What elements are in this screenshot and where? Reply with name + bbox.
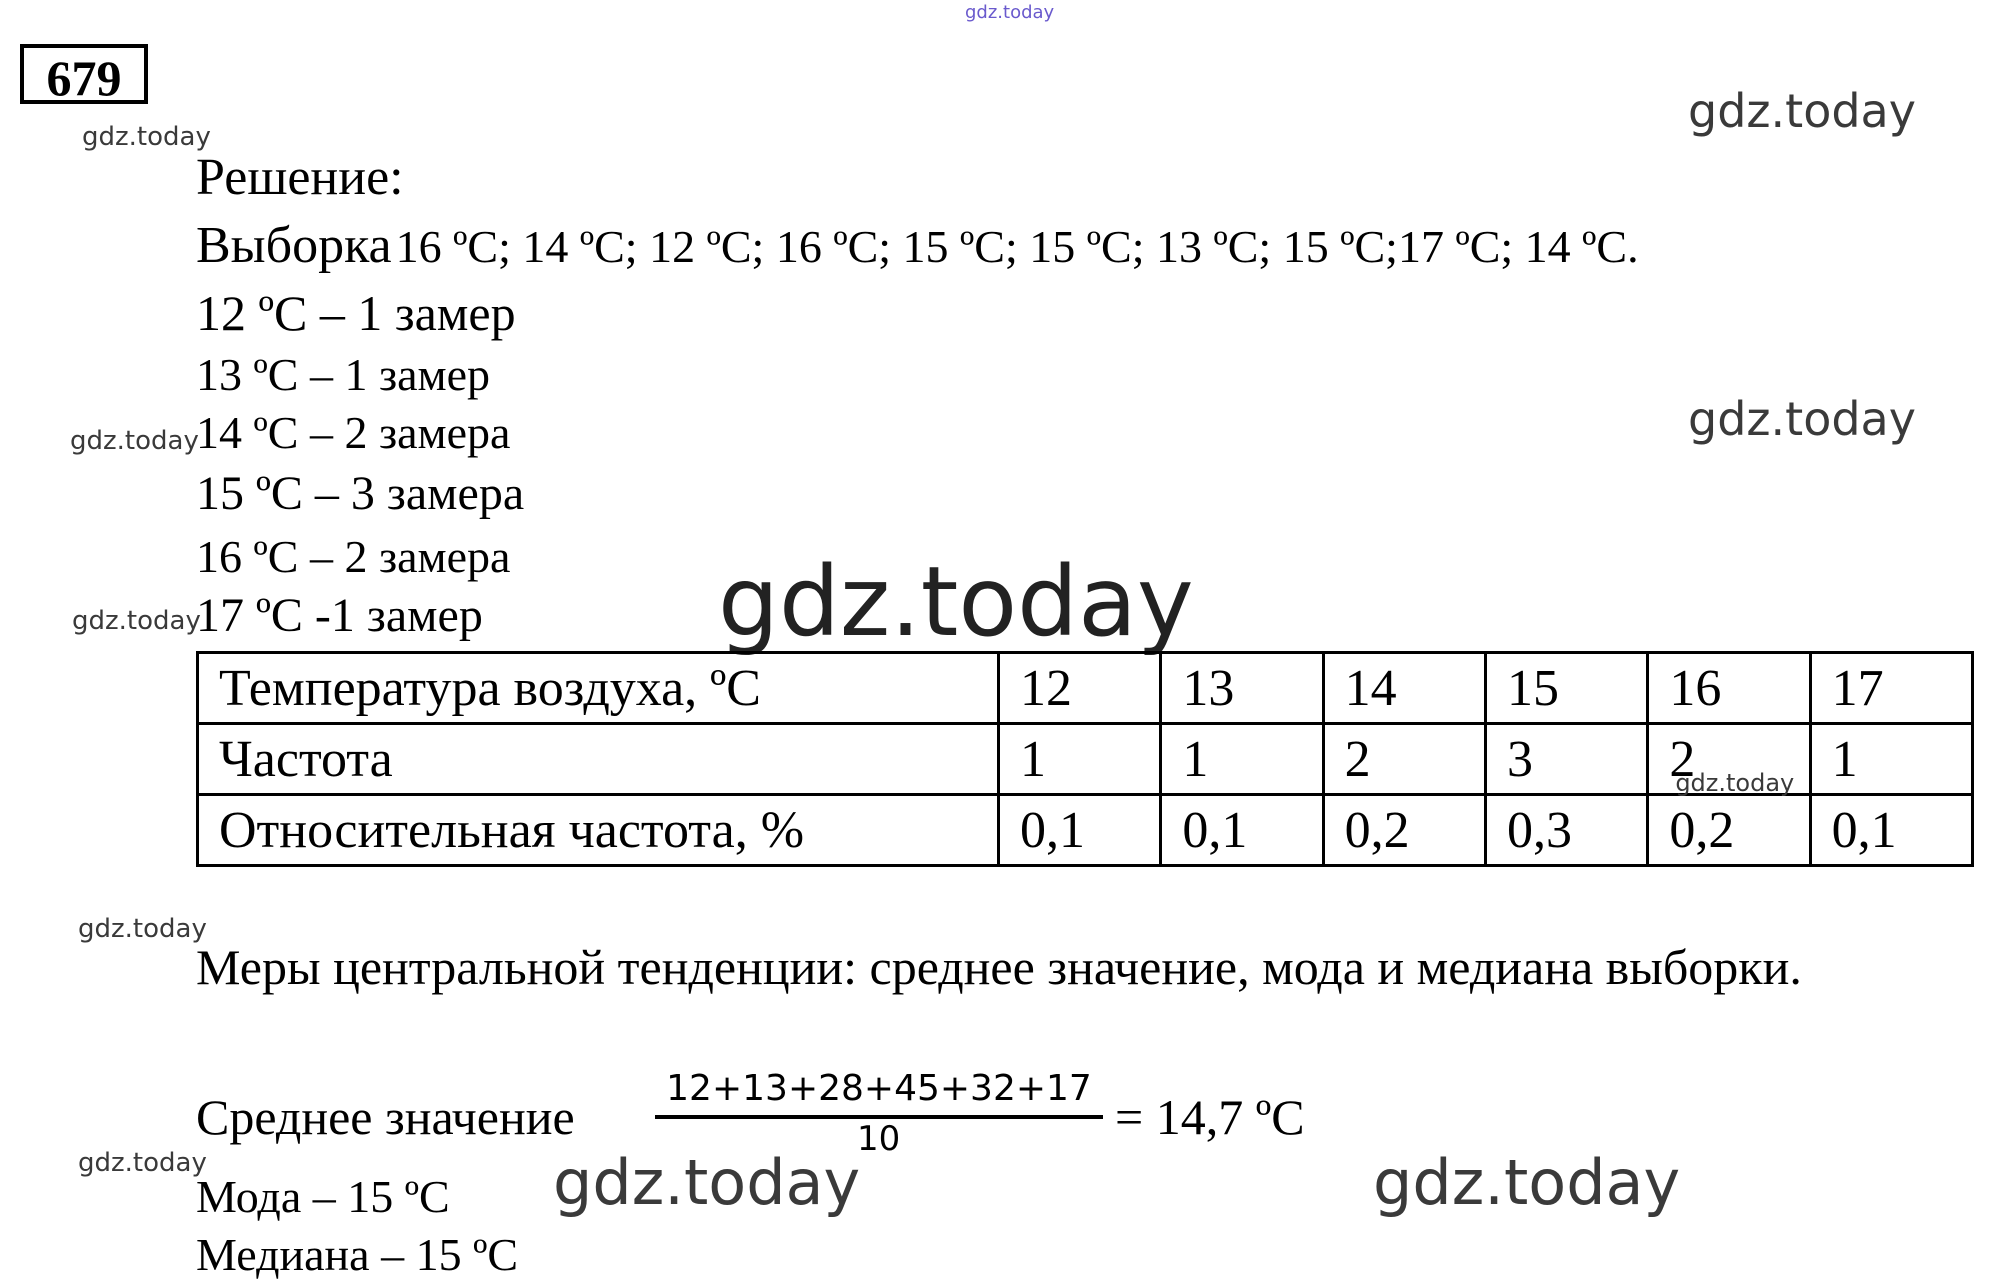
fraction-denominator: 10 (857, 1119, 901, 1159)
table-row (198, 653, 1973, 724)
solution-heading: Решение: (196, 149, 404, 206)
problem-number: 679 (20, 44, 148, 104)
watermark: gdz.today (553, 1146, 861, 1219)
table-cell: 14 (1323, 653, 1485, 724)
watermark: gdz.today (78, 1148, 207, 1178)
sample-line (196, 216, 1639, 275)
watermark: gdz.today (1675, 769, 1795, 797)
table-cell: 1 (1810, 724, 1972, 795)
sample-values: 16 ºС; 14 ºС; 12 ºС; 16 ºС; 15 ºС; 15 ºС; 13 ºС; 15 ºС;17 ºС; 14 ºС. (395, 221, 1639, 272)
mode-text: Мода – 15 ºС (196, 1171, 450, 1222)
table-cell: 0,2 (1648, 795, 1810, 866)
count-line: 12 ºС – 1 замер (196, 285, 516, 341)
table-cell: 0,1 (1810, 795, 1972, 866)
count-line: 15 ºС – 3 замера (196, 467, 525, 520)
row-label: Частота (198, 724, 999, 795)
table-cell-value: 2 (1669, 730, 1696, 788)
count-line: 17 ºС -1 замер (196, 589, 483, 642)
header-watermark: gdz.today (965, 2, 1055, 23)
mean-result: = 14,7 ºС (1115, 1089, 1305, 1145)
watermark-large: gdz.today (718, 546, 1194, 658)
count-line: 16 ºС – 2 замера (196, 531, 511, 582)
table-cell: 15 (1485, 653, 1647, 724)
table-cell: 12 (999, 653, 1161, 724)
central-tendency-text: Меры центральной тенденции: среднее значение, мода и медиана выборки. (196, 939, 1802, 995)
table-row (198, 795, 1973, 866)
table-cell: 1 (1161, 724, 1323, 795)
table-cell: 3 (1485, 724, 1647, 795)
table-cell: 0,1 (999, 795, 1161, 866)
table-cell: 17 (1810, 653, 1972, 724)
row-label: Относительная частота, % (198, 795, 999, 866)
watermark: gdz.today (1373, 1146, 1681, 1219)
table-cell: 16 (1648, 653, 1810, 724)
table-cell: 1 (999, 724, 1161, 795)
fraction-numerator: 12+13+28+45+32+17 (666, 1068, 1092, 1109)
watermark: gdz.today (70, 426, 199, 456)
sample-label: Выборка (196, 217, 392, 274)
watermark: gdz.today (72, 606, 201, 636)
mean-fraction (655, 1068, 1103, 1159)
table-cell: 2 (1323, 724, 1485, 795)
frequency-table (196, 651, 1974, 867)
row-label: Температура воздуха, ºС (198, 653, 999, 724)
count-line: 14 ºС – 2 замера (196, 407, 511, 458)
count-line: 13 ºС – 1 замер (196, 349, 491, 400)
median-text: Медиана – 15 ºС (196, 1229, 519, 1280)
table-cell: 0,3 (1485, 795, 1647, 866)
table-row (198, 724, 1973, 795)
watermark: gdz.today (78, 914, 207, 944)
watermark: gdz.today (1688, 84, 1916, 138)
watermark: gdz.today (1688, 392, 1916, 446)
table-cell (1648, 724, 1810, 795)
mean-label: Среднее значение (196, 1089, 575, 1145)
table-cell: 0,1 (1161, 795, 1323, 866)
watermark: gdz.today (82, 122, 211, 152)
table-cell: 0,2 (1323, 795, 1485, 866)
table-cell: 13 (1161, 653, 1323, 724)
